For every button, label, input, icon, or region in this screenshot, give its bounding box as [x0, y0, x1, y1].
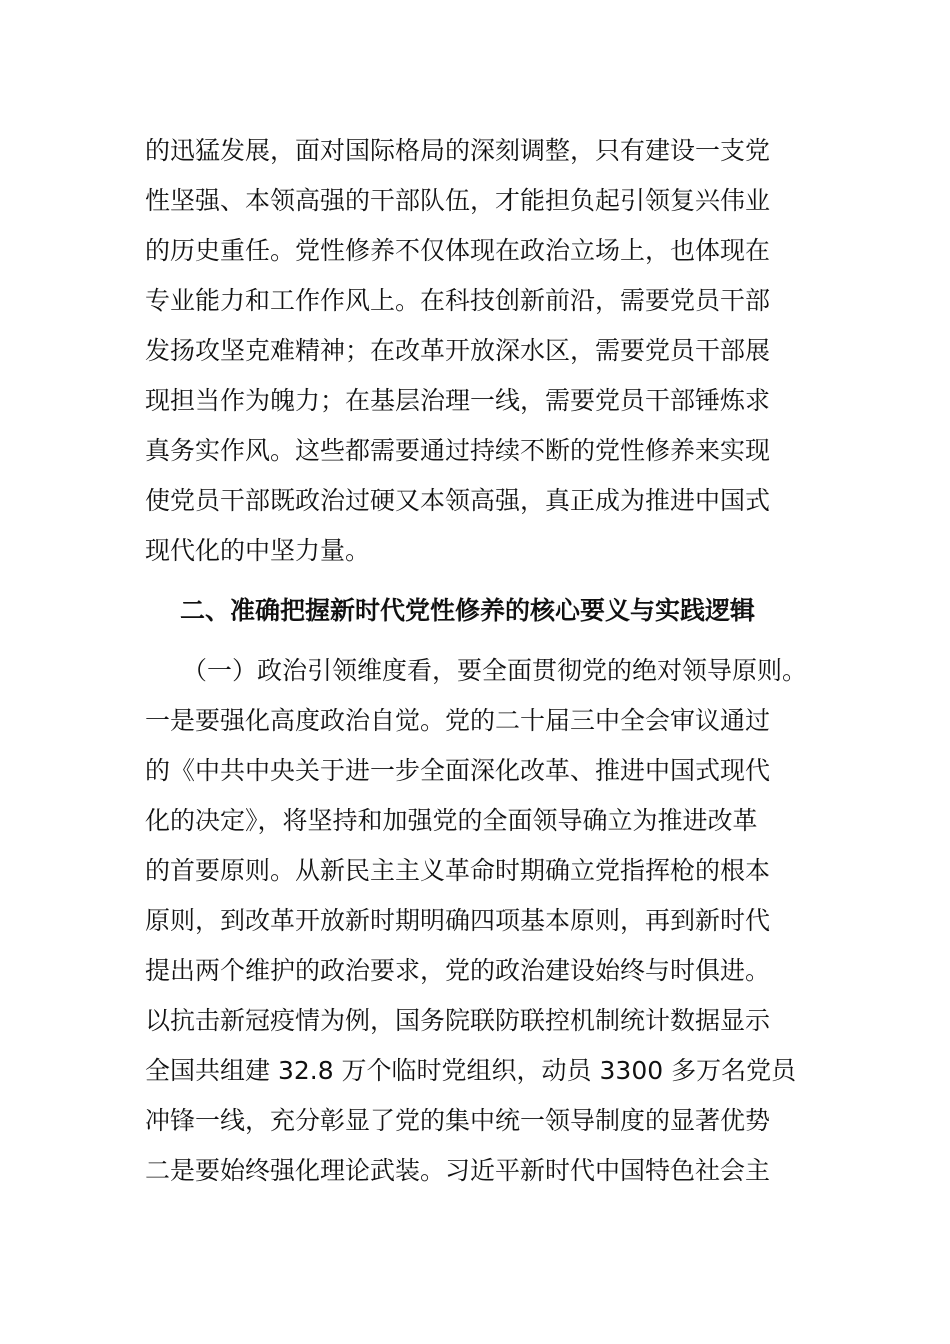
paragraph-line: 的首要原则。从新民主主义革命时期确立党指挥枪的根本	[145, 856, 771, 885]
paragraph-line: 全国共组建 32.8 万个临时党组织，动员 3300 多万名党员	[145, 1056, 797, 1085]
paragraph-line: 以抗击新冠疫情为例，国务院联防联控机制统计数据显示	[145, 1006, 771, 1035]
paragraph-line: 现代化的中坚力量。	[145, 536, 371, 565]
paragraph-line: 的迅猛发展，面对国际格局的深刻调整，只有建设一支党	[145, 136, 771, 165]
paragraph-line: 冲锋一线，充分彰显了党的集中统一领导制度的显著优势	[145, 1106, 771, 1135]
paragraph-line: 真务实作风。这些都需要通过持续不断的党性修养来实现	[145, 436, 771, 465]
paragraph-line: 发扬攻坚克难精神；在改革开放深水区，需要党员干部展	[145, 336, 771, 365]
paragraph-line: 使党员干部既政治过硬又本领高强，真正成为推进中国式	[145, 486, 771, 515]
section-heading: 二、准确把握新时代党性修养的核心要义与实践逻辑	[180, 596, 756, 625]
paragraph-line: 二是要始终强化理论武装。习近平新时代中国特色社会主	[145, 1156, 771, 1185]
paragraph-line: 的《中共中央关于进一步全面深化改革、推进中国式现代	[145, 756, 771, 785]
subsection-lead-line: （一）政治引领维度看，要全面贯彻党的绝对领导原则。	[182, 656, 808, 685]
paragraph-line: 一是要强化高度政治自觉。党的二十届三中全会审议通过	[145, 706, 771, 735]
paragraph-line: 提出两个维护的政治要求，党的政治建设始终与时俱进。	[145, 956, 771, 985]
paragraph-line: 专业能力和工作作风上。在科技创新前沿，需要党员干部	[145, 286, 771, 315]
paragraph-line: 化的决定》，将坚持和加强党的全面领导确立为推进改革	[145, 806, 758, 835]
paragraph-line: 性坚强、本领高强的干部队伍，才能担负起引领复兴伟业	[145, 186, 771, 215]
paragraph-line: 现担当作为魄力；在基层治理一线，需要党员干部锤炼求	[145, 386, 771, 415]
paragraph-line: 的历史重任。党性修养不仅体现在政治立场上，也体现在	[145, 236, 771, 265]
paragraph-line: 原则，到改革开放新时期明确四项基本原则，再到新时代	[145, 906, 771, 935]
